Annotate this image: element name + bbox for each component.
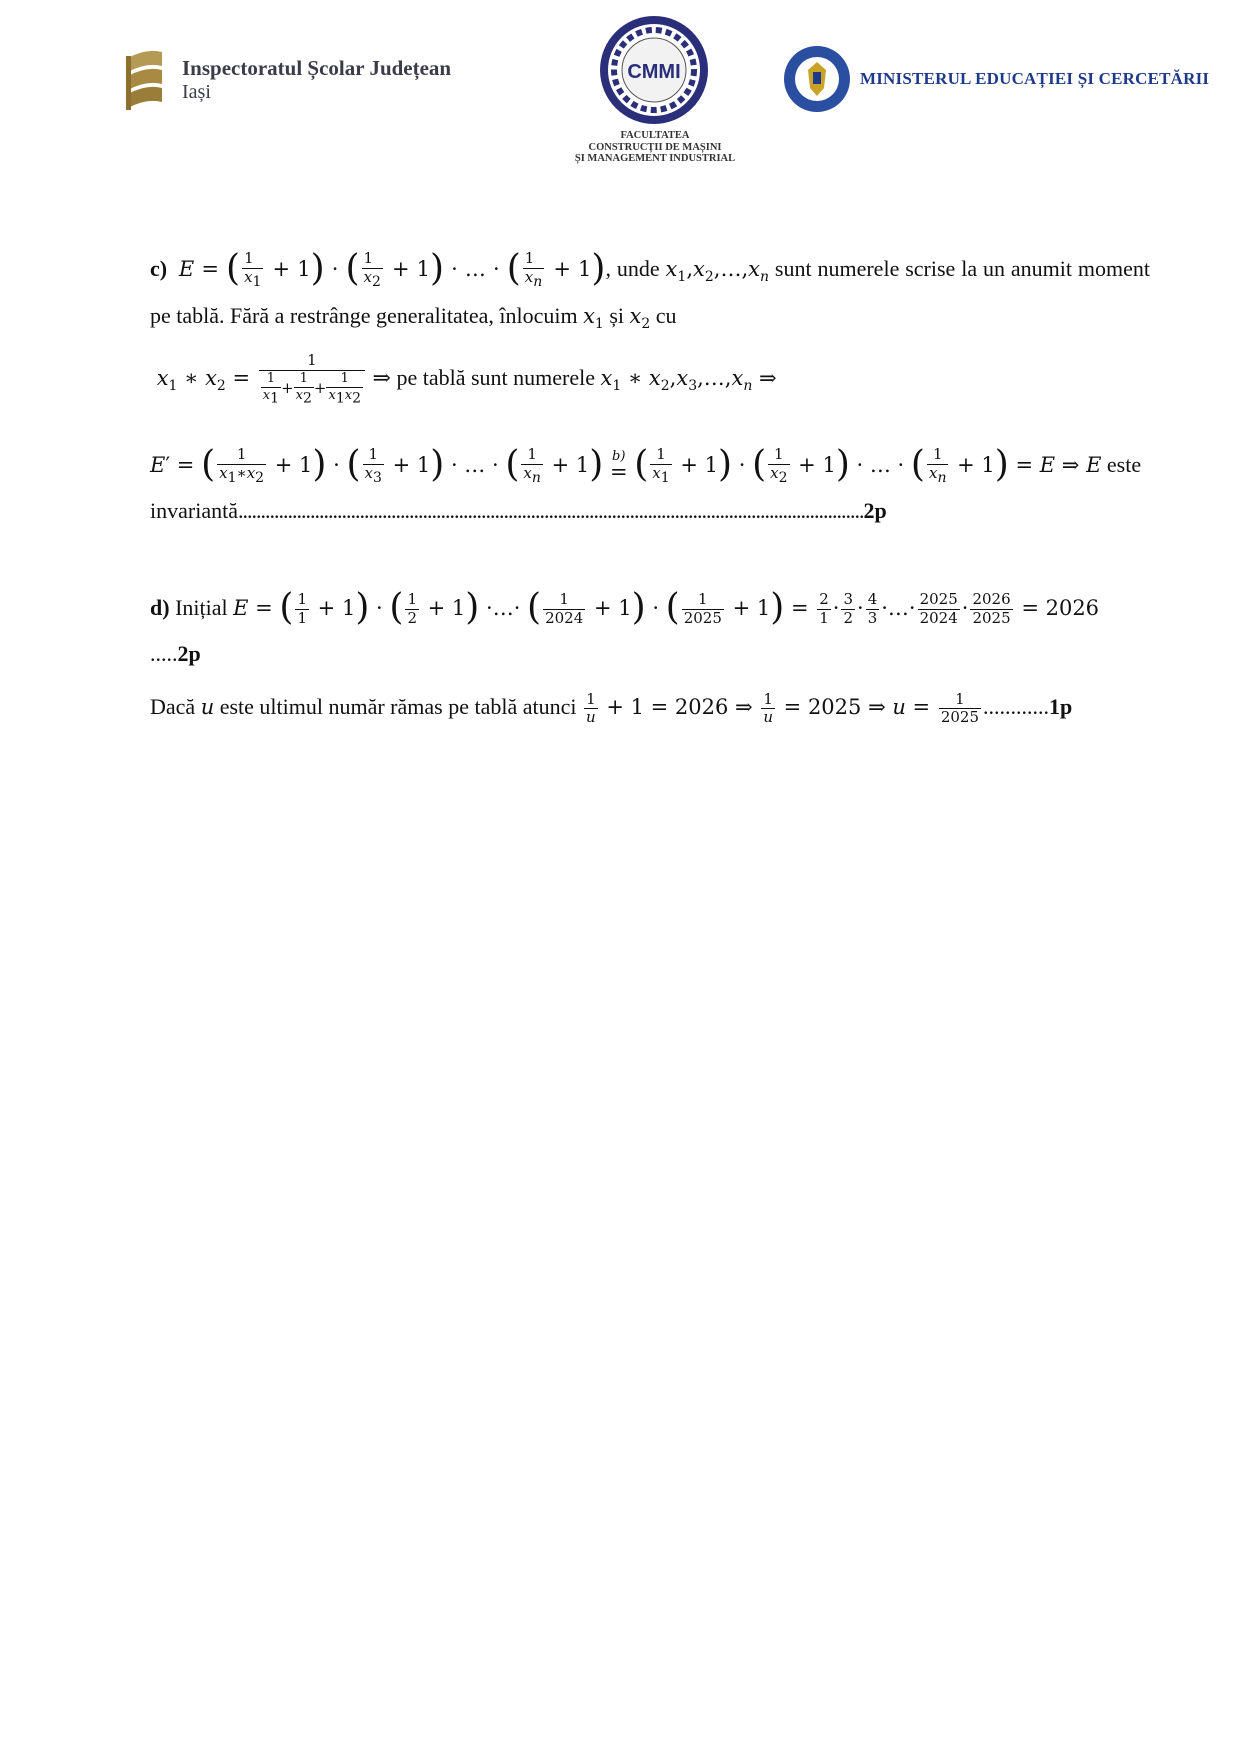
text-daca: Dacă bbox=[150, 694, 196, 720]
dots-d2: ............ bbox=[983, 694, 1050, 720]
text-unde: , unde bbox=[605, 256, 660, 281]
section-d-final bbox=[150, 689, 1150, 726]
text-cu: cu bbox=[655, 302, 677, 328]
formula-x2: $x_2$ bbox=[629, 303, 651, 332]
points-c: 2p bbox=[863, 498, 887, 524]
cmmi-caption-line: FACULTATEA bbox=[620, 130, 690, 141]
cmmi-logo bbox=[596, 14, 712, 126]
formula-x1: $x_1$ bbox=[583, 303, 604, 332]
section-d-initial bbox=[150, 579, 1150, 672]
cmmi-logo-text: CMMI bbox=[627, 61, 681, 83]
text-sunt: sunt numerele scrise la un anumit moment pe tablă. Fără a restrânge generalitatea, înlocuim bbox=[150, 256, 1151, 328]
formula-x-list: $x_1,x_2,\dots,x_n$ bbox=[665, 257, 769, 286]
cmmi-caption bbox=[540, 130, 770, 165]
cmmi-caption-line: CONSTRUCȚII DE MAȘINI bbox=[588, 141, 722, 153]
formula-E-prime: E′ = ( $\frac{1}{x_1∗x_2}$ + 1) · ( $\frac{1}{x_3}$ + 1) · … · ( $\frac{1}{x_n}$ + 1) b) = ( $\frac{1}{x_1}$ + 1) · ( $\frac{1}{x_2}$ + 1) · … · ( $\frac{1}{x_n}$ + 1) = E ⇒ E bbox=[150, 443, 1102, 486]
cmmi-caption-line: ȘI MANAGEMENT INDUSTRIAL bbox=[574, 153, 736, 165]
text-si: și bbox=[609, 302, 625, 328]
isj-brand bbox=[122, 46, 451, 114]
dots-c: ........................................................................................................................................... bbox=[237, 498, 864, 524]
text-invariant: invariantă bbox=[150, 498, 238, 524]
cmmi-seal-icon bbox=[598, 14, 710, 126]
formula-new-list: $x_1$ ∗ $x_2,x_3,\dots,x_n$ ⇒ bbox=[600, 366, 777, 395]
text-initial: Inițial bbox=[175, 594, 228, 620]
isj-logo-icon bbox=[122, 46, 168, 114]
solution-content bbox=[150, 240, 1150, 726]
dots-d: ..... bbox=[150, 641, 178, 667]
formula-final: $\frac{1}{u}$ + 1 = 2026 ⇒ $\frac{1}{u}$ = 2025 ⇒ u = $\frac{1}{2025}$ bbox=[586, 689, 980, 727]
text-ultimul: este ultimul număr rămas pe tablă atunci bbox=[219, 694, 577, 720]
formula-initial-product: E = ( $\frac{1}{1}$ + 1) · ( $\frac{1}{2}$ + 1) ·…· ( $\frac{1}{2024}$ + 1) · ( $\frac{1}{2025}$ + 1) = $\frac{2}{1}$ · $\frac{3}{2}$ · $\frac{4}{3}$ ·…· $\frac{2025}{2024}$ · $\frac{2026}{2025}$ = 2026 bbox=[233, 586, 1100, 628]
formula-u: u bbox=[200, 695, 215, 720]
government-seal-icon bbox=[782, 44, 852, 114]
ministry-name: MINISTERUL EDUCAȚIEI ȘI CERCETĂRII bbox=[860, 69, 1210, 88]
isj-city: Iași bbox=[182, 80, 211, 103]
text-tabla: ⇒ pe tablă sunt numerele bbox=[372, 365, 595, 391]
formula-star: $x_1$ ∗ $x_2$ = 1 $\frac{1}{x_1}$ + $\frac{1}{x_2}$ + $\frac{1}{x_1x_2}$ bbox=[150, 366, 367, 390]
section-c-intro bbox=[150, 240, 1150, 335]
formula-E: E = ( $\frac{1}{x_1}$ + 1) · ( $\frac{1}{x_2}$ + 1) · … · ( $\frac{1}{x_n}$ + 1) bbox=[178, 248, 606, 291]
points-d: 2p bbox=[177, 641, 201, 667]
section-c-invariant bbox=[150, 436, 1150, 529]
text-este: este bbox=[1106, 451, 1142, 477]
section-c-label: c) bbox=[150, 256, 168, 281]
section-d-label: d) bbox=[150, 594, 170, 620]
ministry-brand bbox=[782, 44, 1209, 114]
isj-title: Inspectoratul Școlar Județean bbox=[182, 56, 452, 81]
page-header bbox=[0, 0, 1241, 190]
points-d2: 1p bbox=[1049, 694, 1073, 720]
section-c-operation bbox=[150, 353, 1150, 406]
